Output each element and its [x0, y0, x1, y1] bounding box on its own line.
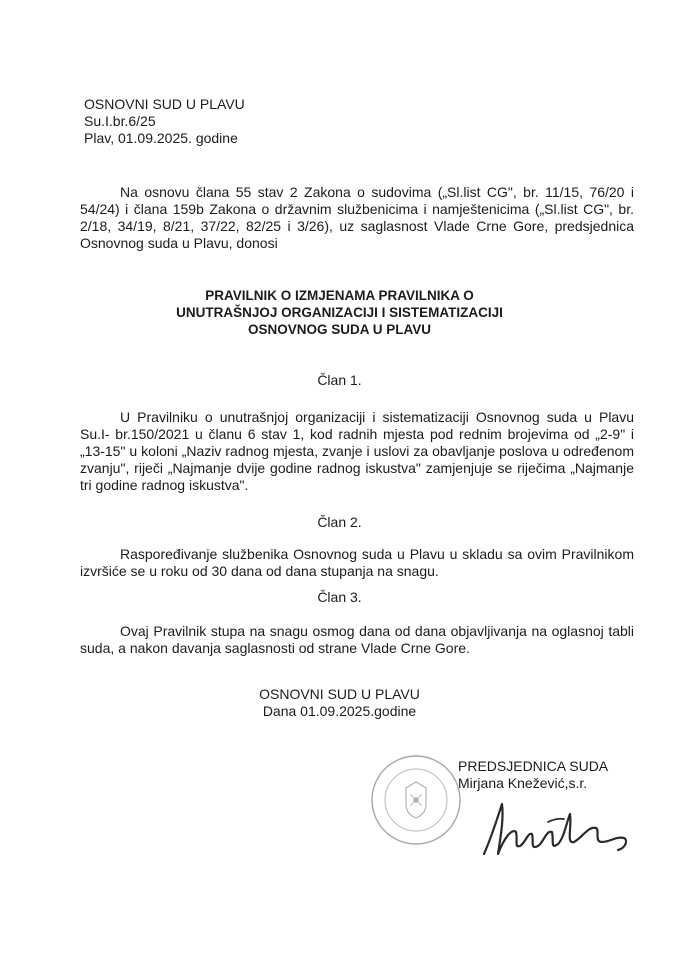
signatory-title: PREDSJEDNICA SUDA — [458, 758, 609, 774]
article-3-text: Ovaj Pravilnik stupa na snagu osmog dana od dana objavljivanja na oglasnoj tabli suda, a nakon davanja saglasnosti od strane Vlade Crne Gore. — [80, 623, 634, 656]
article-1-text: U Pravilniku o unutrašnjoj organizaciji i sistematizaciji Osnovnog suda u Plavu Su.I- br.150/2021 u članu 6 stav 1, kod radnih mjesta pod rednim brojevima od „2-9" i „13-15" u koloni „Naziv radnog mjesta, zvanje i uslovi za obavljanje poslova u određenom zvanju", riječi „Najmanje dvije godine radnog iskustva" zamjenjuje se riječima „Najmanje tri godine radnog iskustva". — [80, 409, 634, 493]
header-court: OSNOVNI SUD U PLAVU — [84, 96, 245, 112]
header-reference: Su.I.br.6/25 — [84, 113, 156, 129]
header-place-date: Plav, 01.09.2025. godine — [84, 130, 238, 146]
court-seal-stamp-icon — [368, 752, 464, 848]
title-line-1: PRAVILNIK O IZMJENAMA PRAVILNIKA O — [205, 288, 474, 303]
preamble: Na osnovu člana 55 stav 2 Zakona o sudovima („Sl.list CG", br. 11/15, 76/20 i 54/24) i člana 159b Zakona o državnim službenicima i namještenicima („Sl.list CG", br. 2/18, 34/19, 8/21, 37/22, 82/25 i 3/26), uz saglasnost Vlade Crne Gore, predsjednica Osnovnog suda u Plavu, donosi — [80, 184, 634, 251]
footer-court: OSNOVNI SUD U PLAVU — [259, 686, 420, 702]
footer-date: Dana 01.09.2025.godine — [262, 703, 417, 719]
article-3-heading: Član 3. — [317, 589, 362, 605]
title-line-2: UNUTRAŠNJOJ ORGANIZACIJI I SISTEMATIZACIJI — [176, 305, 503, 320]
article-2-text: Raspoređivanje službenika Osnovnog suda u Plavu u skladu sa ovim Pravilnikom izvršiće se u roku od 30 dana od dana stupanja na snagu. — [80, 546, 634, 579]
article-2-heading: Član 2. — [317, 514, 362, 530]
handwritten-signature-icon — [478, 792, 638, 872]
title-line-3: OSNOVNOG SUDA U PLAVU — [247, 322, 431, 337]
article-1-heading: Član 1. — [317, 372, 362, 388]
signatory-name: Mirjana Knežević,s.r. — [458, 775, 588, 791]
